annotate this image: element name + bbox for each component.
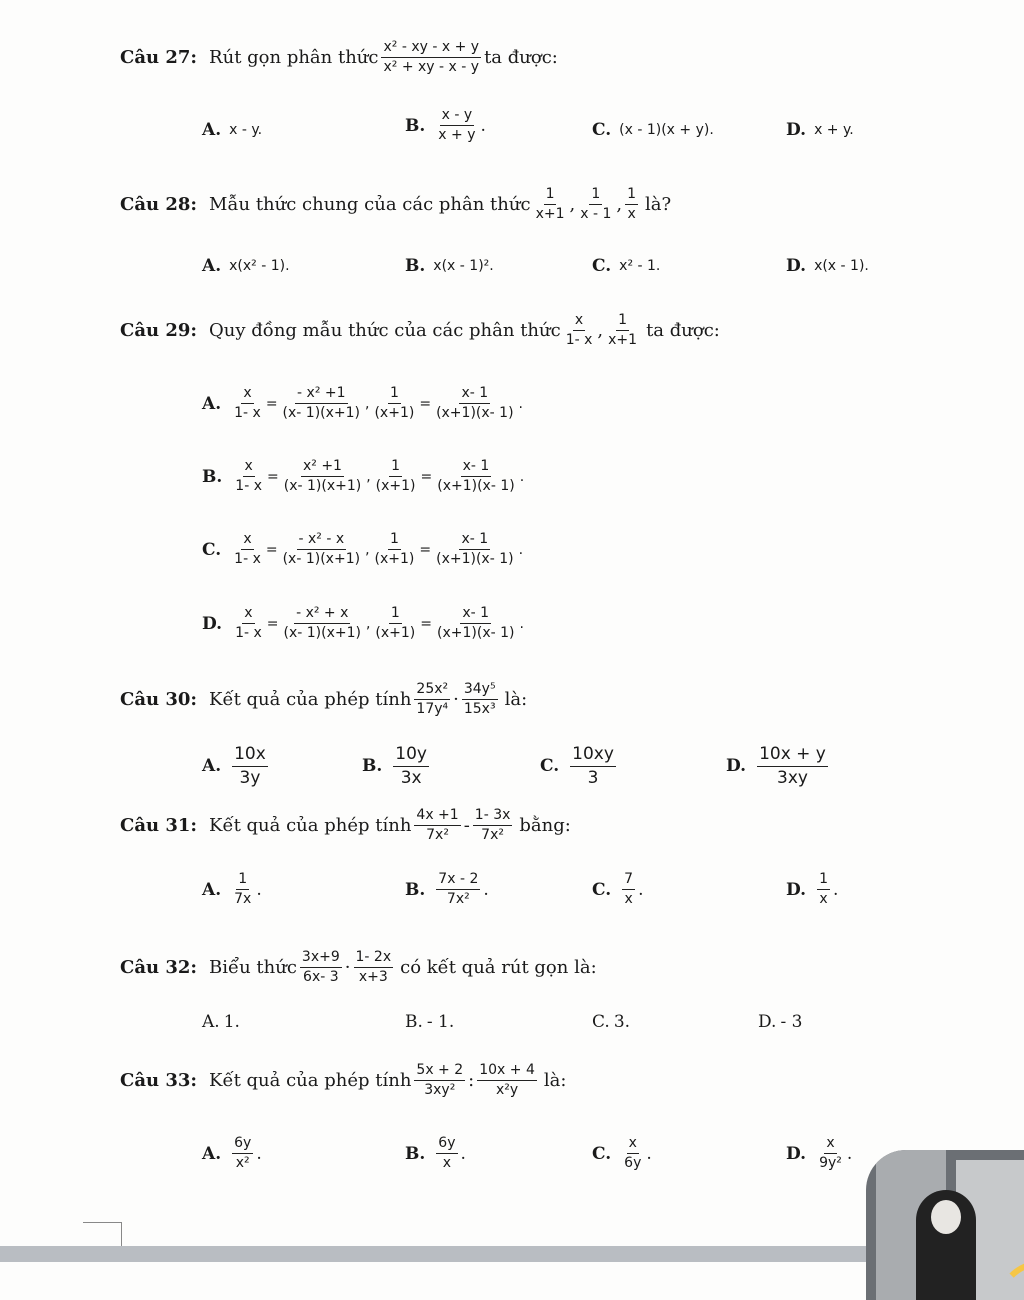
option-b[interactable] (405, 872, 489, 908)
question-32 (120, 950, 597, 986)
fraction (414, 808, 460, 844)
denominator: x+1 (608, 332, 638, 349)
fraction (393, 745, 429, 787)
fraction (282, 459, 363, 495)
denominator: 1- x (565, 332, 593, 349)
option-label: C. (592, 256, 612, 276)
numerator: 10y (393, 745, 429, 767)
denominator: x (442, 1155, 452, 1172)
fraction (381, 40, 481, 76)
period: . (480, 115, 486, 136)
option-label: D. (786, 120, 807, 140)
option-b[interactable] (405, 108, 486, 144)
option-label: B. (405, 115, 426, 136)
numerator: 10xy (570, 745, 616, 767)
denominator: (x+1) (374, 551, 415, 568)
fraction (436, 108, 477, 144)
option-label: B. (405, 879, 426, 900)
separator: , (597, 320, 604, 342)
denominator: (x- 1)(x+1) (282, 405, 361, 422)
separator: - (463, 815, 470, 837)
period: . (638, 879, 644, 900)
option-a[interactable] (202, 256, 290, 276)
fraction (232, 532, 263, 568)
denominator: x (627, 206, 636, 223)
denominator: x - 1 (580, 206, 612, 223)
numerator: 1 (589, 187, 602, 205)
denominator: (x- 1)(x+1) (282, 551, 361, 568)
denominator: 6y (624, 1155, 642, 1172)
fraction (354, 950, 394, 986)
option-label: B. (202, 466, 223, 487)
denominator: 7x (234, 891, 252, 908)
fraction (622, 1136, 643, 1172)
period: . (832, 879, 839, 900)
option-text: x² - 1. (619, 258, 661, 274)
question-text-end: ta được: (646, 320, 720, 342)
option-a[interactable] (202, 872, 262, 908)
question-text-end: có kết quả rút gọn là: (400, 957, 597, 979)
numerator: 10x + y (757, 745, 828, 767)
option-text: - 1. (426, 1012, 455, 1032)
option-d[interactable] (786, 120, 854, 140)
numerator: 34y⁵ (462, 682, 498, 700)
separator: , (569, 194, 576, 216)
fraction (622, 872, 635, 908)
fraction (282, 606, 363, 642)
option-label: A. (202, 393, 222, 414)
option-label: D. (786, 879, 807, 900)
numerator: 6y (436, 1136, 457, 1154)
question-number: Câu 30: (120, 689, 198, 711)
denominator: (x+1)(x- 1) (436, 551, 514, 568)
fraction (414, 1063, 465, 1099)
option-label: A. (202, 756, 222, 777)
numerator: - x² - x (297, 532, 347, 550)
numerator: 1 (625, 187, 638, 205)
separator: · (453, 689, 459, 711)
option-label: C. (592, 120, 612, 140)
denominator: x²y (495, 1082, 519, 1099)
option-text: 3. (613, 1012, 631, 1032)
option-b[interactable] (405, 1012, 454, 1032)
denominator: 7x² (481, 827, 504, 844)
question-number: Câu 29: (120, 320, 198, 342)
option-d[interactable] (726, 745, 831, 787)
numerator: x- 1 (459, 532, 490, 550)
fraction (281, 386, 362, 422)
denominator: 17y⁴ (416, 701, 449, 718)
fraction (625, 187, 638, 223)
numerator: 5x + 2 (414, 1063, 465, 1081)
option-label: D. (786, 256, 807, 276)
numerator: 4x +1 (414, 808, 460, 826)
denominator: (x- 1)(x+1) (283, 625, 361, 642)
numerator: 1 (616, 313, 629, 331)
denominator: 7x² (446, 891, 470, 908)
period: . (256, 879, 262, 900)
numerator: 1- 3x (473, 808, 513, 826)
question-33 (120, 1063, 566, 1099)
fraction (435, 459, 516, 495)
question-text-end: bằng: (519, 815, 571, 837)
fraction (435, 606, 516, 642)
option-label: B. (405, 256, 426, 276)
option-c[interactable] (592, 120, 714, 140)
fraction (232, 745, 268, 787)
fraction (462, 682, 498, 718)
fraction (300, 950, 342, 986)
fraction (232, 872, 253, 908)
question-number: Câu 33: (120, 1070, 198, 1092)
fraction (434, 386, 515, 422)
fraction (757, 745, 828, 787)
numerator: 7 (622, 872, 635, 890)
period: . (846, 1143, 853, 1164)
option-text: 1. (223, 1012, 240, 1032)
separator: , (616, 194, 623, 216)
page-corner-line (83, 1222, 122, 1247)
denominator: x (819, 891, 828, 908)
option-label: A. (202, 256, 222, 276)
numerator: - x² + x (294, 606, 350, 624)
numerator: 10x (232, 745, 268, 767)
fraction (477, 1063, 537, 1099)
period: . (646, 1143, 652, 1164)
option-text: - 3 (780, 1012, 803, 1032)
denominator: 15x³ (463, 701, 496, 718)
numerator: x- 1 (459, 386, 490, 404)
option-label: D. (786, 1143, 807, 1164)
option-a[interactable]: A. $\frac{x}{1- x}$ = $\frac{\text{- x² +1}}{(x- 1)(x+1)}$ , $\frac{1}{(x+1)}$ = $\frac{x- 1}{(x+1)(x- 1)}$ . (202, 385, 523, 422)
fraction (817, 1136, 844, 1172)
question-27 (120, 40, 558, 76)
option-b[interactable]: B. $\frac{x}{1- x}$ = $\frac{\text{x² +1}}{(x- 1)(x+1)}$ , $\frac{1}{(x+1)}$ = $\frac{x- 1}{(x+1)(x- 1)}$ . (202, 458, 525, 495)
denominator: (x+1)(x- 1) (436, 405, 514, 422)
question-number: Câu 28: (120, 194, 198, 216)
option-text: x - y. (229, 122, 263, 138)
option-label: D. (726, 756, 747, 777)
option-label: C. (202, 539, 222, 560)
denominator: 1- x (235, 625, 262, 642)
numerator: x (627, 1136, 639, 1154)
numerator: 1- 2x (354, 950, 394, 968)
denominator: 9y² (819, 1155, 842, 1172)
option-d[interactable] (786, 1136, 852, 1172)
numerator: 1 (388, 386, 401, 404)
numerator: 7x - 2 (436, 872, 480, 890)
question-text-end: là: (543, 1070, 567, 1092)
denominator: (x+1) (375, 478, 416, 495)
denominator: (x+1)(x- 1) (437, 478, 515, 495)
denominator: 1- x (235, 478, 262, 495)
numerator: 1 (389, 606, 402, 624)
denominator: x (624, 891, 633, 908)
numerator: 1 (544, 187, 557, 205)
denominator: 3xy (777, 767, 808, 788)
denominator: x+3 (358, 969, 388, 986)
fraction (534, 187, 567, 223)
option-label: A. (202, 879, 222, 900)
video-overlay-thumbnail[interactable] (866, 1150, 1024, 1300)
denominator: x + y (438, 127, 476, 144)
fraction (578, 187, 613, 223)
numerator: 10x + 4 (477, 1063, 537, 1081)
option-label: C. (540, 756, 560, 777)
question-text-end: ta được: (484, 47, 558, 69)
question-text-end: là? (645, 194, 672, 216)
option-a[interactable] (202, 1136, 262, 1172)
fraction (414, 682, 450, 718)
option-label: A. (202, 120, 222, 140)
fraction (372, 386, 416, 422)
fraction (373, 606, 417, 642)
option-c[interactable] (592, 256, 660, 276)
denominator: 3x (400, 767, 422, 788)
fraction (436, 872, 480, 908)
fraction (564, 313, 595, 349)
question-number: Câu 31: (120, 815, 198, 837)
option-c[interactable] (592, 872, 643, 908)
option-label: A. (202, 1012, 220, 1032)
option-text: x(x - 1)². (433, 258, 494, 274)
denominator: 7x² (426, 827, 449, 844)
fraction (373, 532, 417, 568)
option-b[interactable] (362, 745, 432, 787)
option-a[interactable] (202, 1012, 240, 1032)
option-c[interactable] (592, 1136, 652, 1172)
question-28 (120, 187, 671, 223)
numerator: x - y (440, 108, 475, 126)
fraction (817, 872, 830, 908)
option-label: C. (592, 1143, 612, 1164)
fraction (232, 1136, 253, 1172)
question-text: Rút gọn phân thức (209, 47, 379, 69)
numerator: 1 (388, 532, 401, 550)
numerator: x (243, 459, 255, 477)
option-d[interactable] (786, 872, 838, 908)
option-a[interactable] (202, 745, 271, 787)
numerator: x (241, 386, 253, 404)
denominator: 3 (587, 767, 599, 788)
numerator: x² +1 (301, 459, 344, 477)
option-a[interactable] (202, 120, 262, 140)
fraction (233, 459, 264, 495)
fraction (436, 1136, 457, 1172)
question-text: Kết quả của phép tính (209, 815, 412, 837)
option-label: B. (405, 1143, 426, 1164)
question-text: Kết quả của phép tính (209, 689, 412, 711)
denominator: (x+1) (375, 625, 416, 642)
fraction (570, 745, 616, 787)
mask-face (931, 1200, 961, 1234)
question-number: Câu 27: (120, 47, 198, 69)
option-c[interactable]: C. $\frac{x}{1- x}$ = $\frac{\text{- x² - x}}{(x- 1)(x+1)}$ , $\frac{1}{(x+1)}$ = $\frac{x- 1}{(x+1)(x- 1)}$ . (202, 531, 524, 568)
question-text-end: là: (504, 689, 528, 711)
denominator: 3xy² (424, 1082, 456, 1099)
question-text: Kết quả của phép tính (209, 1070, 412, 1092)
denominator: 1- x (234, 551, 261, 568)
option-label: B. (362, 756, 383, 777)
numerator: x- 1 (460, 606, 491, 624)
option-text: x(x - 1). (814, 258, 869, 274)
question-31 (120, 808, 571, 844)
question-30 (120, 682, 527, 718)
numerator: x (242, 606, 254, 624)
denominator: 6x- 3 (303, 969, 339, 986)
separator: · (344, 957, 351, 979)
numerator: x (573, 313, 585, 331)
option-c[interactable] (540, 745, 619, 787)
separator: : (468, 1070, 475, 1092)
denominator: x+1 (535, 206, 565, 223)
fraction (473, 808, 513, 844)
question-number: Câu 32: (120, 957, 198, 979)
question-text: Quy đồng mẫu thức của các phân thức (209, 320, 561, 342)
fraction (232, 386, 263, 422)
question-text: Biểu thức (209, 957, 297, 979)
denominator: (x+1)(x- 1) (437, 625, 515, 642)
option-label: C. (592, 1012, 610, 1032)
option-text: x(x² - 1). (229, 258, 290, 274)
denominator: (x- 1)(x+1) (283, 478, 362, 495)
denominator: (x+1) (374, 405, 415, 422)
denominator: 3y (239, 767, 261, 788)
denominator: 1- x (234, 405, 261, 422)
option-text: (x - 1)(x + y). (619, 122, 714, 138)
option-b[interactable] (405, 1136, 466, 1172)
option-label: C. (592, 879, 612, 900)
denominator: x² (235, 1155, 250, 1172)
option-label: D. (202, 613, 223, 634)
numerator: 1 (236, 872, 249, 890)
numerator: 25x² (414, 682, 450, 700)
numerator: - x² +1 (295, 386, 348, 404)
fraction (434, 532, 515, 568)
fraction (374, 459, 418, 495)
fraction (606, 313, 639, 349)
period: . (483, 879, 489, 900)
period: . (460, 1143, 466, 1164)
period: . (256, 1143, 262, 1164)
question-29 (120, 313, 720, 349)
option-d[interactable]: D. $\frac{x}{1- x}$ = $\frac{\text{- x² + x}}{(x- 1)(x+1)}$ , $\frac{1}{(x+1)}$ = $\frac{x- 1}{(x+1)(x- 1)}$ . (202, 605, 524, 642)
fraction (233, 606, 264, 642)
option-label: A. (202, 1143, 222, 1164)
denominator: x² + xy - x - y (383, 59, 480, 76)
numerator: 6y (232, 1136, 253, 1154)
numerator: 3x+9 (300, 950, 342, 968)
fraction (281, 532, 362, 568)
numerator: 1 (817, 872, 830, 890)
option-text: x + y. (814, 122, 854, 138)
option-c[interactable] (592, 1012, 630, 1032)
option-d[interactable] (786, 256, 869, 276)
option-d[interactable] (758, 1012, 802, 1032)
numerator: x (824, 1136, 836, 1154)
numerator: x (241, 532, 253, 550)
option-label: B. (405, 1012, 423, 1032)
numerator: x² - xy - x + y (381, 40, 481, 58)
numerator: x- 1 (461, 459, 492, 477)
question-text: Mẫu thức chung của các phân thức (209, 194, 531, 216)
option-label: D. (758, 1012, 777, 1032)
option-b[interactable] (405, 256, 494, 276)
numerator: 1 (389, 459, 402, 477)
